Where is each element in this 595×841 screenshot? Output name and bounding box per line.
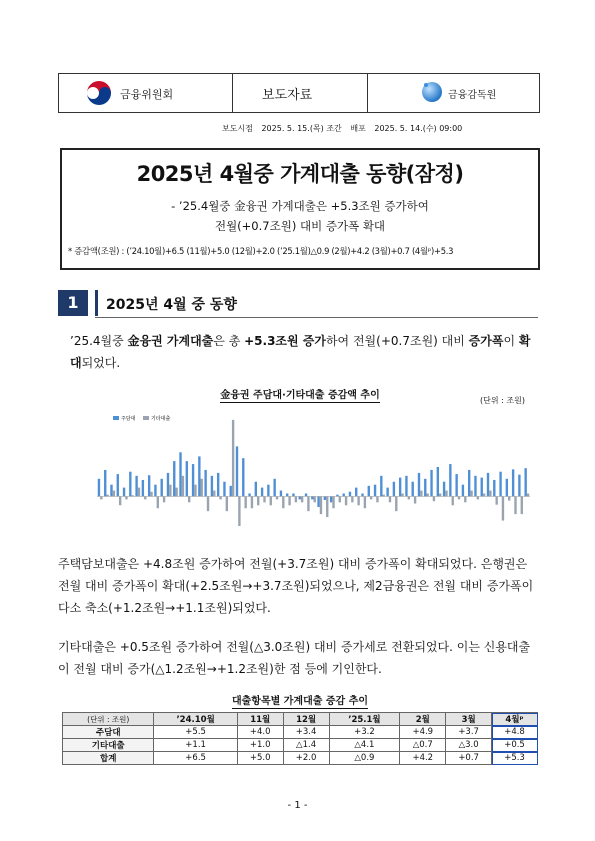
table-cell: +1.0 bbox=[237, 739, 283, 752]
bar-other-loans bbox=[351, 496, 353, 502]
table-cell: △0.9 bbox=[329, 752, 400, 765]
bar-mortgage bbox=[299, 496, 301, 499]
bar-other-loans bbox=[119, 496, 121, 505]
bar-other-loans bbox=[314, 496, 316, 502]
loan-type-table bbox=[62, 712, 538, 765]
bar-mortgage bbox=[518, 475, 520, 497]
table-cell: +2.0 bbox=[283, 752, 329, 765]
bar-other-loans bbox=[207, 496, 209, 511]
distribution-label: 배포 bbox=[350, 124, 366, 133]
column-header: 2월 bbox=[400, 713, 446, 726]
bar-mortgage bbox=[286, 494, 288, 497]
section-number: 1 bbox=[58, 290, 88, 316]
bar-mortgage bbox=[380, 476, 382, 497]
bar-mortgage bbox=[104, 470, 106, 497]
bar-other-loans bbox=[433, 496, 435, 501]
chart-title-text: 金융권 주담대·기타대출 증감액 추이 bbox=[220, 390, 380, 401]
bar-mortgage bbox=[311, 496, 313, 499]
section-title: 2025년 4월 중 동향 bbox=[106, 297, 237, 313]
bar-other-loans bbox=[238, 496, 240, 526]
column-header: 3월 bbox=[446, 713, 492, 726]
text-run-bold: 金융권 가계대출 bbox=[127, 334, 214, 348]
bar-other-loans bbox=[219, 496, 221, 499]
bar-other-loans bbox=[345, 496, 347, 505]
text-run: 이 bbox=[503, 334, 519, 348]
bar-mortgage bbox=[292, 494, 294, 497]
bar-other-loans bbox=[477, 496, 479, 499]
bar-other-loans bbox=[420, 491, 422, 497]
bar-mortgage bbox=[374, 485, 376, 497]
bar-mortgage bbox=[418, 473, 420, 497]
bar-mortgage bbox=[468, 470, 470, 497]
bar-mortgage bbox=[386, 488, 388, 497]
bar-mortgage bbox=[192, 464, 194, 496]
bar-other-loans bbox=[257, 496, 259, 505]
paragraph-mortgage: 주택담보대출은 +4.8조원 증가하여 전월(+3.7조원) 대비 증가폭이 확대되었다. 은행권은 전월 대비 증가폭이 확대(+2.5조원→+3.7조원)되었으나, 제2금융권은 전월 대비 증가폭이 다소 축소(+1.2조원→+1.1조원)되었다. bbox=[58, 557, 534, 615]
table-cell: +0.7 bbox=[446, 752, 492, 765]
loan-change-bar-chart bbox=[75, 408, 535, 526]
table-row bbox=[63, 752, 538, 765]
bar-mortgage bbox=[110, 485, 112, 497]
legend-label-other: 기타대출 bbox=[151, 416, 171, 422]
table-cell: +3.7 bbox=[446, 726, 492, 739]
bar-mortgage bbox=[455, 474, 457, 496]
bar-other-loans bbox=[288, 496, 290, 505]
bar-mortgage bbox=[230, 486, 232, 497]
bar-other-loans bbox=[445, 491, 447, 497]
bar-other-loans bbox=[232, 420, 234, 497]
bar-other-loans bbox=[270, 496, 272, 505]
bar-other-loans bbox=[326, 496, 328, 517]
bar-other-loans bbox=[244, 496, 246, 508]
table-header-row bbox=[63, 713, 538, 726]
bar-other-loans bbox=[113, 491, 115, 497]
bar-other-loans bbox=[364, 496, 366, 508]
bar-other-loans bbox=[213, 491, 215, 497]
table-cell: +5.5 bbox=[154, 726, 237, 739]
bar-mortgage bbox=[267, 485, 269, 497]
column-header: 11월 bbox=[237, 713, 283, 726]
bar-mortgage bbox=[324, 496, 326, 500]
fss-name: 금융감독원 bbox=[448, 90, 497, 101]
bar-other-loans bbox=[483, 494, 485, 497]
legend-swatch-other bbox=[143, 416, 149, 420]
bar-mortgage bbox=[242, 458, 244, 496]
bar-mortgage bbox=[336, 495, 338, 497]
chart-bars bbox=[98, 420, 529, 526]
bar-other-loans bbox=[452, 496, 454, 505]
release-info bbox=[222, 123, 468, 134]
change-note: * 증감액(조원) : (’24.10월)+6.5 (11월)+5.0 (12월)+2.0 (’25.1월)△0.9 (2월)+4.2 (3월)+0.7 (4월ᵖ)+5.3 bbox=[68, 246, 454, 256]
bar-other-loans bbox=[157, 496, 159, 508]
bar-other-loans bbox=[276, 496, 278, 499]
table-cell: △4.1 bbox=[329, 739, 400, 752]
paragraph-summary bbox=[70, 330, 540, 374]
bar-mortgage bbox=[148, 475, 150, 496]
bar-mortgage bbox=[512, 469, 514, 496]
header-divider bbox=[232, 73, 233, 113]
chart-unit: (단위 : 조원) bbox=[480, 396, 525, 405]
bar-other-loans bbox=[320, 496, 322, 514]
table-cell: +3.4 bbox=[283, 726, 329, 739]
section-bar bbox=[95, 290, 98, 316]
bar-other-loans bbox=[169, 485, 171, 497]
bar-mortgage bbox=[255, 482, 257, 497]
bar-mortgage bbox=[273, 479, 275, 497]
bar-other-loans bbox=[401, 494, 403, 497]
bar-mortgage bbox=[217, 473, 219, 497]
bar-mortgage bbox=[405, 476, 407, 497]
bar-other-loans bbox=[175, 488, 177, 497]
table-cell: +0.5 bbox=[492, 739, 538, 752]
bar-other-loans bbox=[138, 488, 140, 497]
table-cell: +4.2 bbox=[400, 752, 446, 765]
bar-other-loans bbox=[263, 496, 265, 502]
bar-mortgage bbox=[317, 496, 319, 507]
bar-mortgage bbox=[524, 468, 526, 496]
bar-other-loans bbox=[332, 496, 334, 508]
table-cell: △3.0 bbox=[446, 739, 492, 752]
bar-mortgage bbox=[355, 488, 357, 497]
bar-mortgage bbox=[393, 482, 395, 497]
bar-other-loans bbox=[125, 496, 127, 499]
bar-mortgage bbox=[161, 479, 163, 497]
header-divider bbox=[367, 73, 368, 113]
table-cell: +4.8 bbox=[492, 726, 538, 739]
bar-mortgage bbox=[487, 473, 489, 497]
bar-mortgage bbox=[437, 467, 439, 496]
release-label: 보도시점 bbox=[222, 124, 253, 133]
subtitle-line-1: - ’25.4월중 金융권 가계대출은 +5.3조원 증가하여 bbox=[171, 199, 429, 213]
text-run: ’25.4월중 bbox=[70, 334, 128, 348]
table-cell: +4.9 bbox=[400, 726, 446, 739]
table-row bbox=[63, 726, 538, 739]
bar-mortgage bbox=[474, 476, 476, 497]
column-header: 4월ᵖ bbox=[492, 713, 538, 726]
bar-mortgage bbox=[342, 494, 344, 497]
bar-other-loans bbox=[408, 496, 410, 499]
press-release-label: 보도자료 bbox=[262, 88, 313, 103]
bar-mortgage bbox=[236, 446, 238, 496]
bar-mortgage bbox=[506, 479, 508, 497]
bar-other-loans bbox=[395, 496, 397, 511]
table-cell: △0.7 bbox=[400, 739, 446, 752]
bar-mortgage bbox=[186, 461, 188, 496]
bar-other-loans bbox=[426, 494, 428, 497]
bar-mortgage bbox=[204, 470, 206, 497]
bar-other-loans bbox=[282, 496, 284, 508]
bar-other-loans bbox=[414, 496, 416, 503]
bar-mortgage bbox=[330, 496, 332, 502]
bar-mortgage bbox=[499, 472, 501, 497]
bar-other-loans bbox=[163, 496, 165, 502]
bar-mortgage bbox=[129, 472, 131, 497]
bar-mortgage bbox=[135, 476, 137, 497]
table-cell: +4.0 bbox=[237, 726, 283, 739]
bar-other-loans bbox=[370, 496, 372, 499]
bar-other-loans bbox=[508, 496, 510, 500]
fss-logo-icon bbox=[420, 80, 444, 104]
bar-mortgage bbox=[117, 474, 119, 496]
bar-other-loans bbox=[502, 496, 504, 520]
bar-mortgage bbox=[98, 479, 100, 497]
bar-other-loans bbox=[251, 496, 253, 508]
table-title bbox=[60, 692, 540, 707]
table-cell: +1.1 bbox=[154, 739, 237, 752]
paragraph-other-loans: 기타대출은 +0.5조원 증가하여 전월(△3.0조원) 대비 증가세로 전환되었다. 이는 신용대출이 전월 대비 증가(△1.2조원→+1.2조원)한 점 등에 기인한다. bbox=[58, 640, 531, 676]
legend-swatch-mortgage bbox=[113, 416, 119, 420]
bar-mortgage bbox=[223, 482, 225, 497]
bar-other-loans bbox=[470, 491, 472, 497]
table-cell: +3.2 bbox=[329, 726, 400, 739]
bar-mortgage bbox=[305, 494, 307, 497]
bar-other-loans bbox=[357, 496, 359, 505]
bar-other-loans bbox=[439, 494, 441, 497]
bar-other-loans bbox=[194, 485, 196, 497]
bar-mortgage bbox=[493, 480, 495, 496]
bar-other-loans bbox=[188, 496, 190, 502]
column-header: 12월 bbox=[283, 713, 329, 726]
legend-label-mortgage: 주담대 bbox=[121, 416, 136, 422]
text-run-bold: 증가폭 bbox=[468, 334, 504, 348]
page-number: - 1 - bbox=[287, 800, 308, 811]
bar-mortgage bbox=[123, 488, 125, 497]
bar-other-loans bbox=[295, 496, 297, 502]
section-underline bbox=[95, 317, 538, 318]
release-value: 2025. 5. 15.(목) 조간 bbox=[261, 124, 342, 133]
text-run: 되었다. bbox=[81, 356, 121, 370]
table-title-text: 대출항목별 가계대출 증감 추이 bbox=[231, 696, 369, 707]
bar-mortgage bbox=[462, 485, 464, 497]
row-label: 주담대 bbox=[63, 726, 154, 739]
bar-other-loans bbox=[521, 496, 523, 514]
bar-mortgage bbox=[349, 492, 351, 497]
bar-mortgage bbox=[211, 476, 213, 497]
bar-mortgage bbox=[481, 478, 483, 497]
subtitle-line-2: 전월(+0.7조원) 대비 증가폭 확대 bbox=[214, 219, 386, 233]
table-row bbox=[63, 739, 538, 752]
bar-mortgage bbox=[368, 486, 370, 497]
bar-mortgage bbox=[449, 464, 451, 496]
bar-other-loans bbox=[389, 496, 391, 502]
row-label: 합계 bbox=[63, 752, 154, 765]
bar-other-loans bbox=[514, 496, 516, 514]
table-cell: △1.4 bbox=[283, 739, 329, 752]
bar-mortgage bbox=[142, 480, 144, 496]
text-run-bold: +5.3조원 증가 bbox=[244, 334, 326, 348]
bar-other-loans bbox=[458, 496, 460, 499]
bar-other-loans bbox=[383, 495, 385, 497]
bar-mortgage bbox=[179, 452, 181, 496]
bar-other-loans bbox=[495, 496, 497, 504]
bar-mortgage bbox=[443, 482, 445, 497]
bar-other-loans bbox=[150, 492, 152, 497]
bar-mortgage bbox=[248, 494, 250, 497]
fsc-logo-icon bbox=[86, 80, 112, 106]
chart-title bbox=[60, 386, 540, 401]
bar-mortgage bbox=[173, 461, 175, 496]
bar-other-loans bbox=[226, 496, 228, 511]
bar-other-loans bbox=[307, 496, 309, 511]
page-title: 2025년 4월중 가계대출 동향(잠정) bbox=[136, 162, 464, 186]
bar-other-loans bbox=[527, 494, 529, 497]
bar-mortgage bbox=[430, 470, 432, 497]
bar-other-loans bbox=[301, 496, 303, 502]
table-cell: +5.3 bbox=[492, 752, 538, 765]
bar-other-loans bbox=[339, 496, 341, 502]
bar-mortgage bbox=[198, 456, 200, 496]
bar-mortgage bbox=[412, 482, 414, 497]
bar-mortgage bbox=[424, 479, 426, 497]
bar-other-loans bbox=[106, 495, 108, 497]
column-header: ’24.10월 bbox=[154, 713, 237, 726]
column-header: ’25.1월 bbox=[329, 713, 400, 726]
bar-mortgage bbox=[261, 488, 263, 497]
bar-mortgage bbox=[154, 485, 156, 497]
bar-other-loans bbox=[376, 496, 378, 502]
table-cell: +5.0 bbox=[237, 752, 283, 765]
bar-mortgage bbox=[280, 491, 282, 497]
bar-other-loans bbox=[489, 491, 491, 497]
text-run: 은 총 bbox=[213, 334, 245, 348]
row-label: 기타대출 bbox=[63, 739, 154, 752]
table-unit-header: (단위 : 조원) bbox=[63, 713, 154, 726]
bar-mortgage bbox=[361, 494, 363, 497]
bar-other-loans bbox=[100, 496, 102, 499]
bar-mortgage bbox=[167, 473, 169, 497]
text-run-bold: 확대 bbox=[70, 334, 531, 370]
bar-mortgage bbox=[399, 478, 401, 497]
bar-other-loans bbox=[201, 479, 203, 497]
fsc-name: 금융위원회 bbox=[120, 88, 174, 101]
bar-other-loans bbox=[182, 476, 184, 497]
bar-other-loans bbox=[464, 496, 466, 502]
bar-other-loans bbox=[144, 496, 146, 499]
chart-legend bbox=[113, 415, 170, 422]
table-cell: +6.5 bbox=[154, 752, 237, 765]
distribution-value: 2025. 5. 14.(수) 09:00 bbox=[374, 124, 463, 133]
text-run: 하여 전월(+0.7조원) 대비 bbox=[325, 334, 469, 348]
